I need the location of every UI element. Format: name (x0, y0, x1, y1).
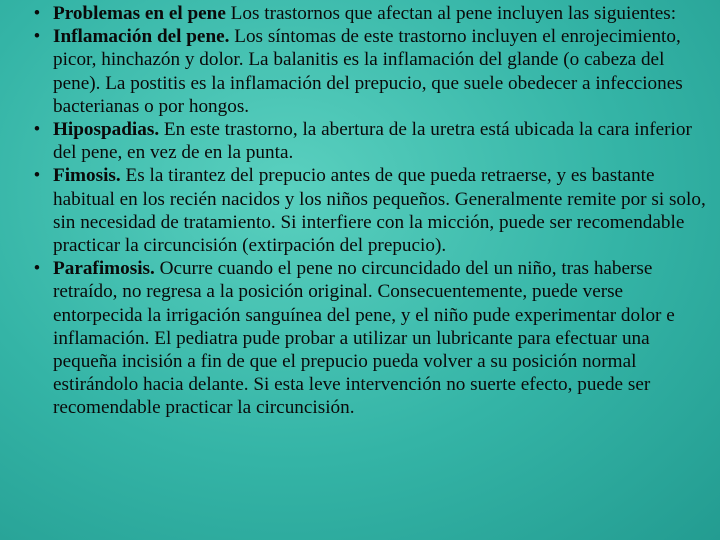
bullet-text: Los síntomas de este trastorno incluyen el enrojecimiento, picor, hinchazón y dolor. La balanitis es la inflamación del glande (o cabeza del pene). La postitis es la inflamación del prepucio, que suele obedecer a infecciones bacterianas o por hongos. (53, 26, 683, 117)
bullet-item-hipospadias (0, 118, 716, 164)
bullet-item-fimosis (0, 164, 716, 257)
bullet-item-problemas (0, 2, 716, 25)
bullet-text: Es la tirantez del prepucio antes de que pueda retraerse, y es bastante habitual en los recién nacidos y los niños pequeños. Generalmente remite por si solo, sin necesidad de tratamiento. Si interfiere con la micción, puede ser recomendable practicar la circuncisión (extirpación del prepucio). (53, 165, 706, 257)
bullet-term: Fimosis. (53, 165, 121, 187)
bullet-list (0, 2, 716, 420)
bullet-term: Parafimosis. (53, 258, 155, 280)
bullet-text: En este trastorno, la abertura de la uretra está ubicada la cara inferior del pene, en vez de en la punta. (53, 119, 692, 164)
bullet-term: Problemas en el pene (53, 3, 226, 24)
bullet-dot-icon: • (33, 258, 41, 280)
bullet-item-parafimosis (0, 257, 716, 419)
bullet-dot-icon: • (33, 26, 41, 48)
bullet-dot-icon: • (33, 165, 41, 187)
bullet-text: Ocurre cuando el pene no circuncidado del un niño, tras haberse retraído, no regresa a la posición original. Consecuentemente, puede verse entorpecida la irrigación sanguínea del pene, y el niño pude experimentar dolor e inflamación. El pediatra pude probar a utilizar un lubricante para efectuar una pequeña incisión a fin de que el prepucio pueda volver a su posición normal estirándolo hacia delante. Si esta leve intervención no suerte efecto, puede ser recomendable practicar la circuncisión. (53, 258, 675, 419)
bullet-item-inflamacion (0, 25, 716, 118)
bullet-text: Los trastornos que afectan al pene incluyen las siguientes: (225, 3, 677, 24)
bullet-term: Hipospadias. (53, 119, 160, 141)
bullet-term: Inflamación del pene. (53, 26, 230, 48)
bullet-dot-icon: • (33, 3, 41, 24)
bullet-dot-icon: • (33, 119, 41, 141)
